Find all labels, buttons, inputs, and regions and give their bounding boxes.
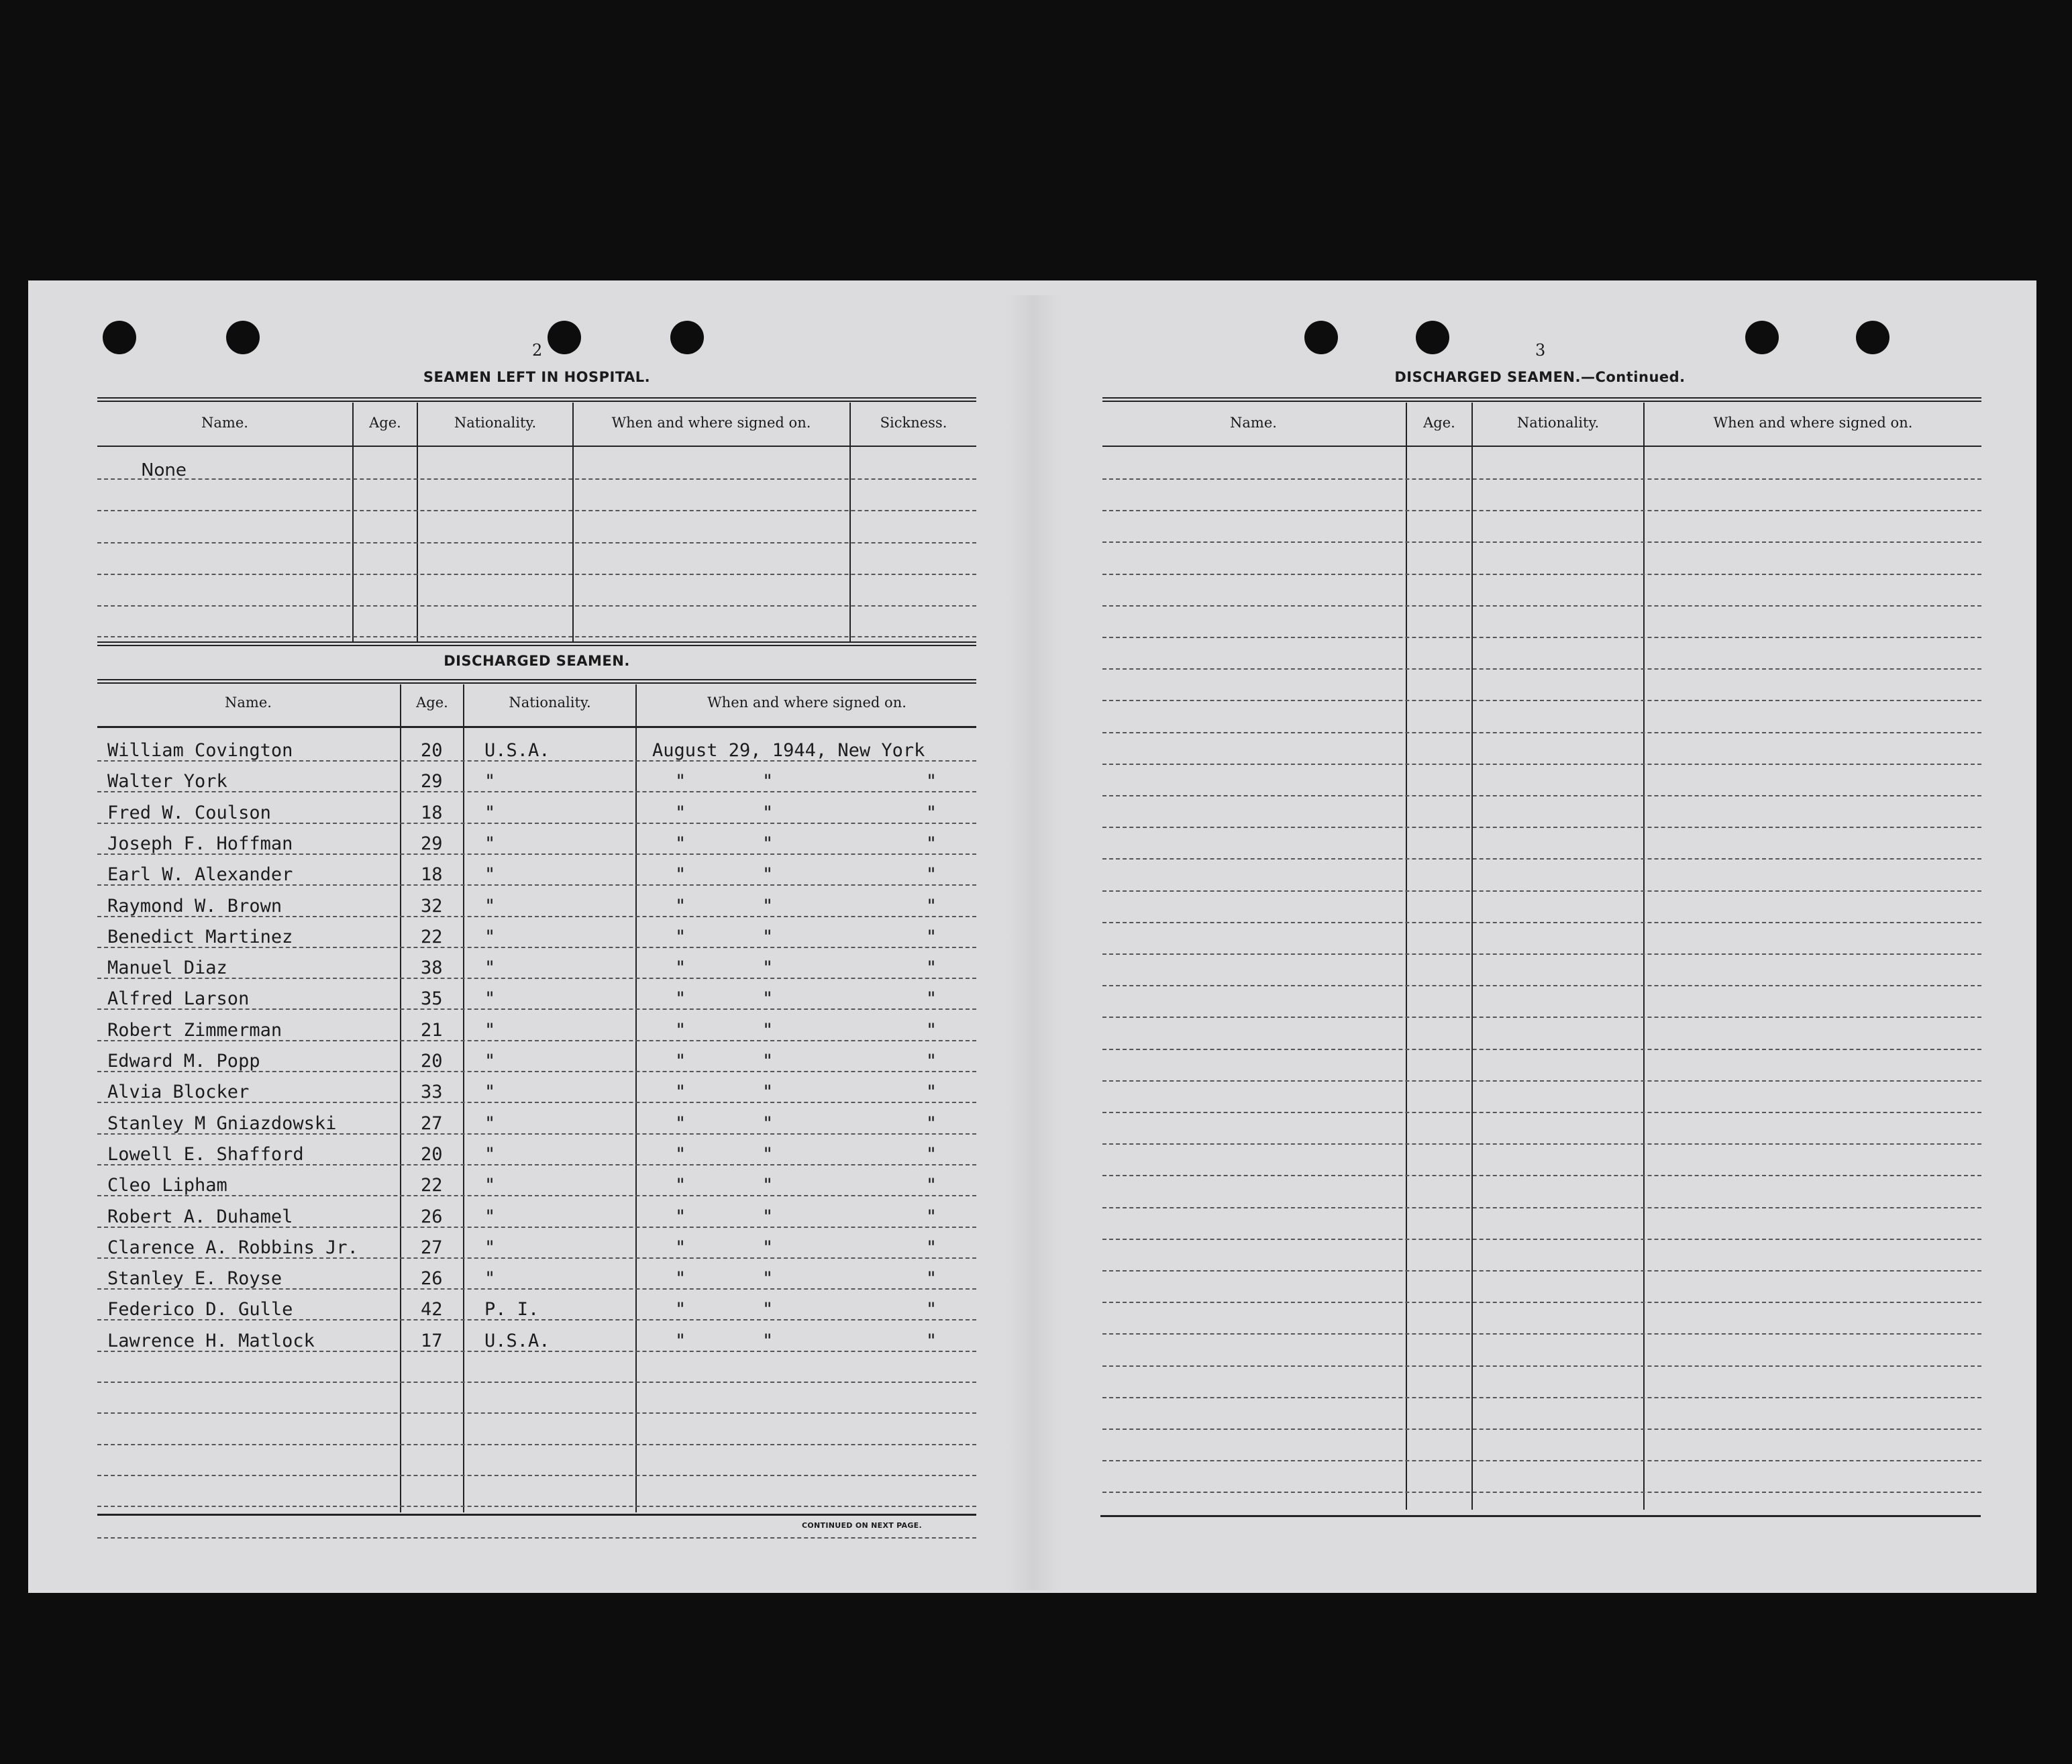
right-bottom-rule bbox=[1100, 1515, 1981, 1517]
seaman-signed-on: August 29, 1944, New York bbox=[652, 740, 925, 761]
seaman-nationality: " bbox=[484, 1268, 496, 1289]
row-line bbox=[97, 1537, 976, 1539]
row-line bbox=[97, 636, 976, 637]
row-line bbox=[1102, 1143, 1981, 1145]
row-line bbox=[97, 478, 976, 480]
row-line bbox=[1102, 953, 1981, 955]
row-line bbox=[1102, 605, 1981, 607]
seaman-age: 20 bbox=[421, 1144, 443, 1165]
hospital-header-name: Name. bbox=[201, 415, 248, 431]
seaman-signed-on: " " " bbox=[675, 771, 937, 792]
right-header-rule bbox=[1102, 446, 1981, 447]
hospital-header-signed-on: When and where signed on. bbox=[611, 415, 811, 431]
seaman-age: 27 bbox=[421, 1113, 443, 1134]
row-line bbox=[1102, 1365, 1981, 1367]
row-line bbox=[97, 1382, 976, 1383]
row-line bbox=[1102, 890, 1981, 892]
seaman-nationality: " bbox=[484, 833, 496, 854]
right-page-title: DISCHARGED SEAMEN.—Continued. bbox=[1394, 369, 1686, 385]
row-line bbox=[97, 1444, 976, 1445]
page-fold bbox=[1006, 295, 1060, 1590]
seaman-nationality: U.S.A. bbox=[484, 740, 550, 761]
row-line bbox=[97, 605, 976, 607]
row-line bbox=[1102, 700, 1981, 701]
seaman-nationality: " bbox=[484, 1051, 496, 1072]
seaman-signed-on: " " " bbox=[675, 1051, 937, 1072]
right-header-name: Name. bbox=[1230, 415, 1277, 431]
seaman-name: Robert A. Duhamel bbox=[107, 1206, 293, 1227]
hospital-entry-none: None bbox=[141, 460, 187, 480]
seaman-name: William Covington bbox=[107, 740, 293, 761]
row-line bbox=[97, 510, 976, 511]
seaman-nationality: " bbox=[484, 802, 496, 823]
row-line bbox=[1102, 1080, 1981, 1082]
seaman-age: 32 bbox=[421, 896, 443, 917]
seaman-signed-on: " " " bbox=[675, 1331, 937, 1351]
row-line bbox=[1102, 1333, 1981, 1335]
seaman-age: 29 bbox=[421, 771, 443, 792]
hospital-top-rule bbox=[97, 397, 976, 402]
page-number-right: 3 bbox=[1535, 341, 1546, 360]
seaman-age: 22 bbox=[421, 1175, 443, 1196]
column-divider bbox=[635, 684, 637, 1512]
row-line bbox=[1102, 1429, 1981, 1430]
seaman-age: 26 bbox=[421, 1206, 443, 1227]
column-divider bbox=[352, 403, 354, 643]
punch-hole bbox=[1416, 321, 1449, 354]
seaman-age: 33 bbox=[421, 1082, 443, 1102]
row-line bbox=[97, 574, 976, 575]
seaman-age: 17 bbox=[421, 1331, 443, 1351]
row-line bbox=[1102, 795, 1981, 796]
column-divider bbox=[1406, 403, 1407, 1510]
right-header-age: Age. bbox=[1423, 415, 1455, 431]
row-line bbox=[1102, 1270, 1981, 1272]
seaman-nationality: " bbox=[484, 1175, 496, 1196]
row-line bbox=[1102, 1175, 1981, 1176]
seaman-name: Lawrence H. Matlock bbox=[107, 1331, 315, 1351]
seaman-age: 20 bbox=[421, 740, 443, 761]
seaman-nationality: U.S.A. bbox=[484, 1331, 550, 1351]
seaman-name: Raymond W. Brown bbox=[107, 896, 282, 917]
seaman-signed-on: " " " bbox=[675, 1020, 937, 1041]
discharged-header-signed-on: When and where signed on. bbox=[707, 694, 907, 711]
row-line bbox=[1102, 1397, 1981, 1398]
hospital-bottom-rule bbox=[97, 641, 976, 646]
seaman-signed-on: " " " bbox=[675, 1268, 937, 1289]
seaman-name: Federico D. Gulle bbox=[107, 1299, 293, 1320]
seaman-nationality: " bbox=[484, 927, 496, 947]
row-line bbox=[1102, 1460, 1981, 1461]
seaman-name: Manuel Diaz bbox=[107, 957, 227, 978]
seaman-name: Walter York bbox=[107, 771, 227, 792]
seaman-name: Edward M. Popp bbox=[107, 1051, 260, 1072]
seaman-nationality: " bbox=[484, 1206, 496, 1227]
seaman-nationality: " bbox=[484, 896, 496, 917]
seaman-nationality: " bbox=[484, 957, 496, 978]
seaman-age: 22 bbox=[421, 927, 443, 947]
seaman-signed-on: " " " bbox=[675, 927, 937, 947]
seaman-nationality: " bbox=[484, 988, 496, 1009]
seaman-name: Earl W. Alexander bbox=[107, 864, 293, 885]
seaman-age: 18 bbox=[421, 802, 443, 823]
row-line bbox=[1102, 1492, 1981, 1493]
column-divider bbox=[572, 403, 574, 643]
punch-hole bbox=[226, 321, 260, 354]
seaman-age: 42 bbox=[421, 1299, 443, 1320]
seaman-nationality: P. I. bbox=[484, 1299, 539, 1320]
seaman-name: Fred W. Coulson bbox=[107, 802, 271, 823]
column-divider bbox=[463, 684, 464, 1512]
seaman-signed-on: " " " bbox=[675, 864, 937, 885]
punch-hole bbox=[670, 321, 704, 354]
seaman-name: Stanley M Gniazdowski bbox=[107, 1113, 337, 1134]
seaman-name: Stanley E. Royse bbox=[107, 1268, 282, 1289]
seaman-name: Clarence A. Robbins Jr. bbox=[107, 1237, 358, 1258]
seaman-name: Benedict Martinez bbox=[107, 927, 293, 947]
seaman-name: Alfred Larson bbox=[107, 988, 250, 1009]
discharged-header-rule bbox=[97, 726, 976, 728]
seaman-name: Joseph F. Hoffman bbox=[107, 833, 293, 854]
row-line bbox=[97, 542, 976, 543]
right-header-signed-on: When and where signed on. bbox=[1713, 415, 1913, 431]
page-number-left: 2 bbox=[532, 341, 543, 360]
seaman-signed-on: " " " bbox=[675, 802, 937, 823]
seaman-signed-on: " " " bbox=[675, 1144, 937, 1165]
column-divider bbox=[400, 684, 401, 1512]
seaman-nationality: " bbox=[484, 1237, 496, 1258]
row-line bbox=[1102, 1017, 1981, 1018]
hospital-header-nationality: Nationality. bbox=[454, 415, 537, 431]
seaman-name: Alvia Blocker bbox=[107, 1082, 250, 1102]
discharged-header-age: Age. bbox=[416, 694, 448, 711]
seaman-age: 29 bbox=[421, 833, 443, 854]
column-divider bbox=[849, 403, 851, 643]
seaman-age: 20 bbox=[421, 1051, 443, 1072]
row-line bbox=[1102, 637, 1981, 638]
row-line bbox=[1102, 478, 1981, 480]
seaman-name: Lowell E. Shafford bbox=[107, 1144, 304, 1165]
row-line bbox=[1102, 764, 1981, 765]
right-header-nationality: Nationality. bbox=[1516, 415, 1600, 431]
seaman-nationality: " bbox=[484, 1082, 496, 1102]
discharged-bottom-rule bbox=[97, 1514, 976, 1516]
seaman-signed-on: " " " bbox=[675, 1082, 937, 1102]
punch-hole bbox=[548, 321, 581, 354]
seaman-nationality: " bbox=[484, 1113, 496, 1134]
continued-note: CONTINUED ON NEXT PAGE. bbox=[802, 1521, 922, 1530]
row-line bbox=[97, 1475, 976, 1476]
seaman-nationality: " bbox=[484, 864, 496, 885]
discharged-section-title: DISCHARGED SEAMEN. bbox=[444, 653, 630, 669]
seaman-nationality: " bbox=[484, 1020, 496, 1041]
seaman-age: 38 bbox=[421, 957, 443, 978]
seaman-signed-on: " " " bbox=[675, 957, 937, 978]
hospital-header-age: Age. bbox=[369, 415, 401, 431]
row-line bbox=[1102, 1239, 1981, 1240]
row-line bbox=[1102, 1302, 1981, 1303]
punch-hole bbox=[1745, 321, 1779, 354]
row-line bbox=[1102, 827, 1981, 828]
column-divider bbox=[417, 403, 418, 643]
row-line bbox=[97, 1506, 976, 1507]
seaman-age: 26 bbox=[421, 1268, 443, 1289]
row-line bbox=[97, 1412, 976, 1414]
column-divider bbox=[1643, 403, 1645, 1510]
right-top-rule bbox=[1102, 397, 1981, 402]
seaman-signed-on: " " " bbox=[675, 1206, 937, 1227]
column-divider bbox=[1471, 403, 1473, 1510]
discharged-header-name: Name. bbox=[225, 694, 272, 711]
seaman-age: 27 bbox=[421, 1237, 443, 1258]
seaman-signed-on: " " " bbox=[675, 896, 937, 917]
seaman-name: Robert Zimmerman bbox=[107, 1020, 282, 1041]
row-line bbox=[1102, 541, 1981, 543]
punch-hole bbox=[103, 321, 136, 354]
row-line bbox=[1102, 1049, 1981, 1050]
row-line bbox=[1102, 858, 1981, 860]
discharged-header-nationality: Nationality. bbox=[509, 694, 591, 711]
seaman-signed-on: " " " bbox=[675, 1113, 937, 1134]
punch-hole bbox=[1304, 321, 1338, 354]
row-line bbox=[1102, 1112, 1981, 1113]
row-line bbox=[1102, 668, 1981, 670]
seaman-age: 21 bbox=[421, 1020, 443, 1041]
discharged-top-rule bbox=[97, 679, 976, 684]
row-line bbox=[1102, 1207, 1981, 1208]
seaman-name: Cleo Lipham bbox=[107, 1175, 227, 1196]
row-line bbox=[1102, 985, 1981, 986]
row-line bbox=[1102, 574, 1981, 575]
seaman-signed-on: " " " bbox=[675, 1299, 937, 1320]
hospital-header-rule bbox=[97, 446, 976, 447]
seaman-signed-on: " " " bbox=[675, 833, 937, 854]
seaman-age: 35 bbox=[421, 988, 443, 1009]
seaman-nationality: " bbox=[484, 1144, 496, 1165]
row-line bbox=[1102, 732, 1981, 733]
punch-hole bbox=[1856, 321, 1889, 354]
seaman-signed-on: " " " bbox=[675, 988, 937, 1009]
hospital-section-title: SEAMEN LEFT IN HOSPITAL. bbox=[423, 369, 651, 385]
seaman-signed-on: " " " bbox=[675, 1175, 937, 1196]
seaman-age: 18 bbox=[421, 864, 443, 885]
row-line bbox=[1102, 922, 1981, 923]
seaman-signed-on: " " " bbox=[675, 1237, 937, 1258]
seaman-nationality: " bbox=[484, 771, 496, 792]
hospital-header-sickness: Sickness. bbox=[880, 415, 947, 431]
row-line bbox=[1102, 510, 1981, 511]
